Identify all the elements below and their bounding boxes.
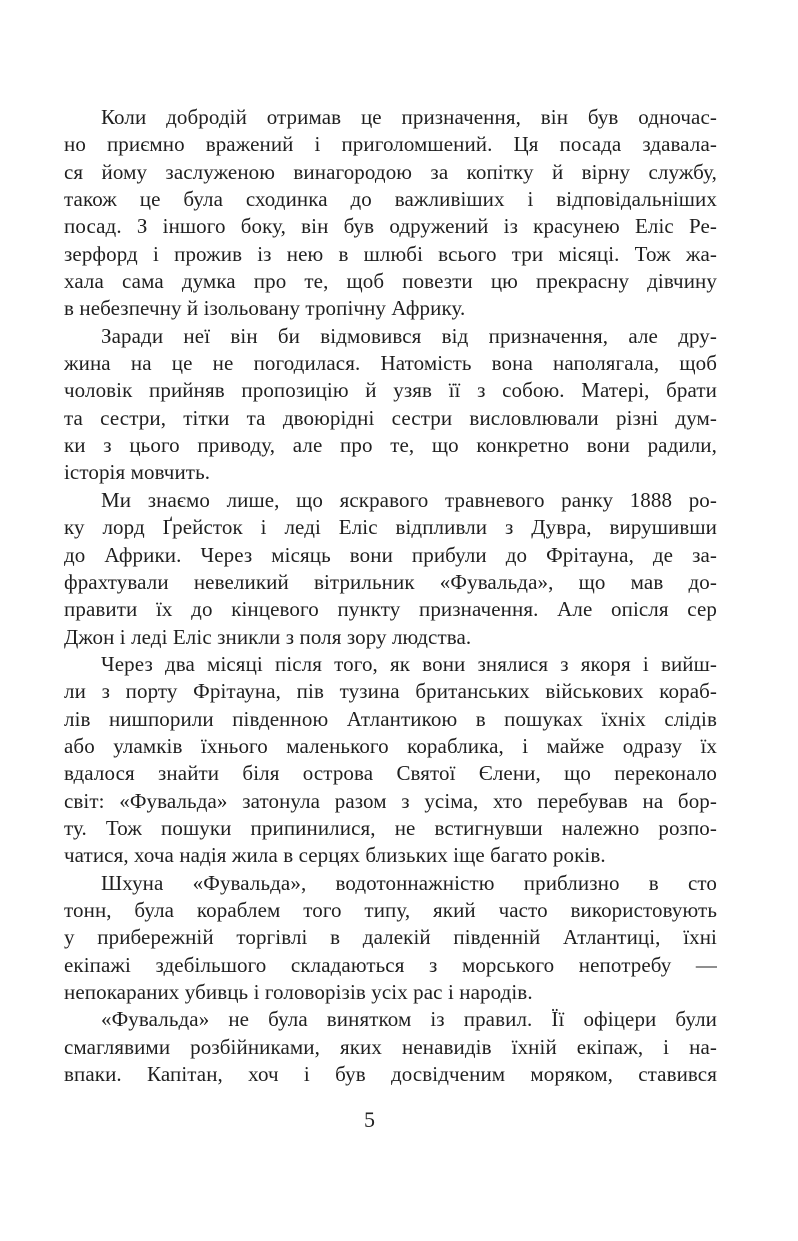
text-line: ку лорд Ґрейсток і леді Еліс відпливли з Дувра, вирушивши	[64, 515, 717, 540]
text-line: зерфорд і прожив із нею в шлюбі всього три місяці. Тож жа-	[64, 241, 717, 266]
text-line: Шхуна «Фувальда», водотоннажністю приблизно в сто	[101, 870, 717, 895]
text-line: ки з цього приводу, але про те, що конкретно вони радили,	[64, 433, 717, 458]
text-line: но приємно вражений і приголомшений. Ця посада здавала-	[64, 132, 717, 157]
text-line: впаки. Капітан, хоч і був досвідченим моряком, ставився	[64, 1062, 717, 1087]
text-line: правити їх до кінцевого пункту призначення. Але опісля сер	[64, 597, 717, 622]
text-line: «Фувальда» не була винятком із правил. Її офіцери були	[101, 1007, 717, 1032]
text-line: смаглявими розбійниками, яких ненавидів їхній екіпаж, і на-	[64, 1034, 717, 1059]
text-line: також це була сходинка до важливіших і відповідальніших	[64, 187, 717, 212]
text-line: Через два місяці після того, як вони знялися з якоря і вийш-	[101, 651, 717, 676]
paragraph	[64, 104, 717, 323]
text-line: в небезпечну й ізольовану тропічну Африку.	[64, 296, 466, 321]
text-line: тонн, була кораблем того типу, який часто використовують	[64, 897, 717, 922]
text-block	[64, 104, 717, 1088]
text-line: світ: «Фувальда» затонула разом з усіма, хто перебував на бор-	[64, 788, 717, 813]
paragraph	[64, 870, 717, 1007]
text-line: чоловік прийняв пропозицію й узяв її з собою. Матері, брати	[64, 378, 717, 403]
text-line: посад. З іншого боку, він був одружений із красунею Еліс Ре-	[64, 214, 717, 239]
text-line: Ми знаємо лише, що яскравого травневого ранку 1888 ро-	[101, 487, 717, 512]
text-line: чатися, хоча надія жила в серцях близьких іще багато років.	[64, 843, 606, 868]
text-line: та сестри, тітки та двоюрідні сестри висловлювали різні дум-	[64, 405, 717, 430]
text-line: жина на це не погодилася. Натомість вона наполягала, щоб	[64, 351, 717, 376]
text-line: непокараних убивць і головорізів усіх рас і народів.	[64, 980, 533, 1004]
text-line: екіпажі здебільшого складаються з морського непотребу —	[64, 952, 717, 977]
text-line: вдалося знайти біля острова Святої Єлени, що переконало	[64, 761, 717, 786]
page-number: 5	[364, 1107, 375, 1133]
text-line: історія мовчить.	[64, 460, 211, 485]
text-line: лів нишпорили південною Атлантикою в пошуках їхніх слідів	[64, 706, 717, 731]
text-line: Заради неї він би відмовився від призначення, але дру-	[101, 323, 717, 348]
text-line: ся йому заслуженою винагородою за копітку й вірну службу,	[64, 159, 717, 184]
paragraph	[64, 1006, 717, 1088]
text-line: або уламків їхнього маленького кораблика, і майже одразу їх	[64, 733, 717, 758]
text-line: ли з порту Фрітауна, пів тузина британських військових кораб-	[64, 679, 717, 704]
text-line: фрахтували невеликий вітрильник «Фувальда», що мав до-	[64, 569, 717, 594]
text-line: ту. Тож пошуки припинилися, не встигнувши належно розпо-	[64, 815, 717, 840]
text-line: хала сама думка про те, щоб повезти цю прекрасну дівчину	[64, 269, 717, 294]
paragraph	[64, 487, 717, 651]
text-line: Джон і леді Еліс зникли з поля зору людства.	[64, 624, 472, 649]
text-line: Коли добродій отримав це призначення, він був одночас-	[101, 105, 717, 129]
text-line: до Африки. Через місяць вони прибули до Фрітауна, де за-	[64, 542, 717, 567]
paragraph	[64, 651, 717, 870]
text-line: у прибережній торгівлі в далекій південній Атлантиці, їхні	[64, 925, 717, 950]
paragraph	[64, 323, 717, 487]
